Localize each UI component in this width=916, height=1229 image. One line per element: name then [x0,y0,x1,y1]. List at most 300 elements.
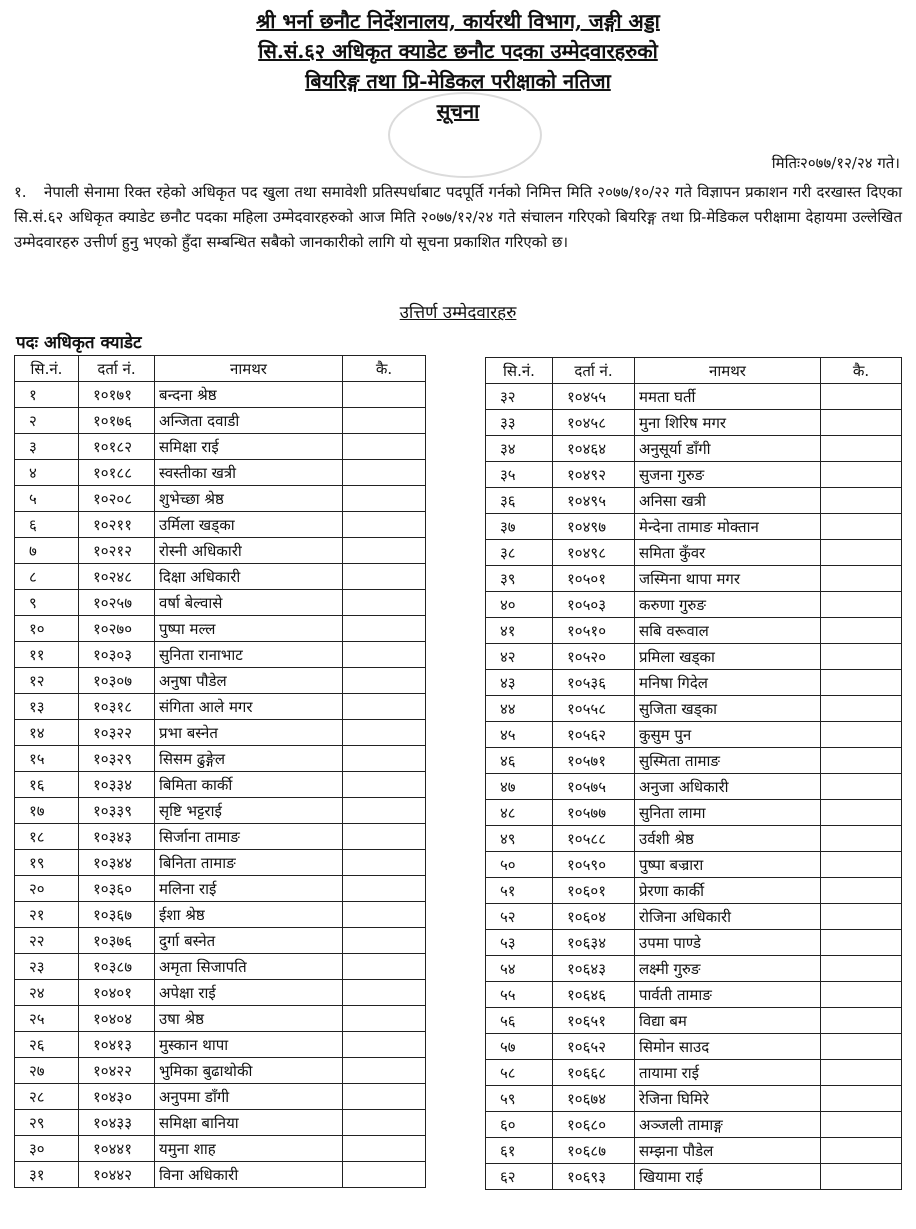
table-row [486,696,902,722]
table-row [15,1058,426,1084]
cell-name: ईशा श्रेष्ठ [155,902,343,928]
cell-name: खियामा राई [635,1164,821,1190]
table-body-left [15,382,426,1188]
cell-remarks [821,774,902,800]
cell-serial: ५६ [486,1008,553,1034]
table-row [15,616,426,642]
table-row [486,462,902,488]
cell-serial: ५९ [486,1086,553,1112]
cell-reg-no: १०४५५ [553,384,635,410]
cell-name: तायामा राई [635,1060,821,1086]
cell-name: अञ्जली तामाङ्ग [635,1112,821,1138]
cell-serial: ४४ [486,696,553,722]
table-row [15,928,426,954]
cell-serial: ३१ [15,1162,79,1188]
cell-reg-no: १०६५१ [553,1008,635,1034]
cell-serial: १० [15,616,79,642]
table-row [15,642,426,668]
table-row [15,1136,426,1162]
cell-serial: २६ [15,1032,79,1058]
cell-name: अमृता सिजापति [155,954,343,980]
cell-name: सिर्जाना तामाङ [155,824,343,850]
cell-remarks [343,616,426,642]
cell-serial: २७ [15,1058,79,1084]
table-row [15,564,426,590]
table-row [15,1032,426,1058]
cell-serial: ९ [15,590,79,616]
table-row [15,876,426,902]
table-row [486,618,902,644]
col-header-remarks: कै. [343,356,426,382]
cell-remarks [343,954,426,980]
table-row [15,694,426,720]
cell-name: दुर्गा बस्नेत [155,928,343,954]
table-row [486,852,902,878]
cell-name: करुणा गुरुङ [635,592,821,618]
cell-name: सृष्टि भट्टराई [155,798,343,824]
cell-remarks [821,410,902,436]
cell-reg-no: १०६३४ [553,930,635,956]
cell-reg-no: १०४१३ [79,1032,155,1058]
cell-name: अनुसूर्या डाँगी [635,436,821,462]
table-row [15,1110,426,1136]
cell-remarks [821,488,902,514]
cell-reg-no: १०४९८ [553,540,635,566]
table-header-row [15,356,426,382]
cell-remarks [821,930,902,956]
notice-title: सूचना [436,99,480,123]
cell-serial: ४७ [486,774,553,800]
cell-reg-no: १०४४१ [79,1136,155,1162]
cell-serial: ५२ [486,904,553,930]
cell-reg-no: १०५१० [553,618,635,644]
cell-remarks [343,1136,426,1162]
table-row [15,798,426,824]
cell-remarks [343,564,426,590]
table-row [15,486,426,512]
cell-reg-no: १०३३४ [79,772,155,798]
cell-reg-no: १०३२२ [79,720,155,746]
cell-reg-no: १०३२९ [79,746,155,772]
cell-remarks [821,1008,902,1034]
table-row [486,566,902,592]
cell-reg-no: १०६४६ [553,982,635,1008]
cell-remarks [821,540,902,566]
cell-remarks [821,592,902,618]
cell-serial: ३४ [486,436,553,462]
cell-reg-no: १०६४३ [553,956,635,982]
cell-reg-no: १०५०३ [553,592,635,618]
cell-reg-no: १०३१८ [79,694,155,720]
cell-remarks [343,668,426,694]
cell-name: समिता कुँवर [635,540,821,566]
cell-serial: ३८ [486,540,553,566]
cell-reg-no: १०४०४ [79,1006,155,1032]
cell-reg-no: १०१७१ [79,382,155,408]
cell-reg-no: १०३०३ [79,642,155,668]
cell-serial: २ [15,408,79,434]
cell-serial: २५ [15,1006,79,1032]
cell-reg-no: १०४९५ [553,488,635,514]
cell-name: सुजिता खड्का [635,696,821,722]
table-row [486,982,902,1008]
table-row [486,1112,902,1138]
cell-serial: ५३ [486,930,553,956]
table-row [486,826,902,852]
cell-name: अन्जिता दवाडी [155,408,343,434]
cell-serial: २३ [15,954,79,980]
cell-remarks [343,772,426,798]
cell-name: सिसम ढुङ्गेल [155,746,343,772]
cell-reg-no: १०६७४ [553,1086,635,1112]
cell-reg-no: १०१८८ [79,460,155,486]
office-seal [388,92,542,178]
cell-reg-no: १०५२० [553,644,635,670]
table-row [15,772,426,798]
col-header-remarks: कै. [821,358,902,384]
table-row [486,1164,902,1190]
cell-serial: २० [15,876,79,902]
table-row [15,1006,426,1032]
cell-remarks [821,436,902,462]
paragraph-text: नेपाली सेनामा रिक्त रहेको अधिकृत पद खुला तथा समावेशी प्रतिस्पर्धाबाट पदपूर्ति गर्नको निमित्त मिति २०७७/१०/२२ गते विज्ञापन प्रकाशन गरी दरखास्त दिएका सि.सं.६२ अधिकृत क्याडेट छनौट पदका महिला उम्मेदवारहरुको आज मिति २०७७/१२/२४ गते संचालन गरिएको बियरिङ्ग तथा प्रि-मेडिकल परीक्षामा देहायमा उल्लेखित उम्मेदवारहरु उत्तीर्ण हुनु भएको हुँदा सम्बन्धित सबैको जानकारीको लागि यो सूचना प्रकाशित गरिएको छ। [14,183,902,251]
cell-reg-no: १०४५८ [553,410,635,436]
cell-remarks [343,382,426,408]
cell-name: जस्मिना थापा मगर [635,566,821,592]
cell-reg-no: १०६९३ [553,1164,635,1190]
cell-name: अनिसा खत्री [635,488,821,514]
table-row [486,1034,902,1060]
header-line-1: श्री भर्ना छनौट निर्देशनालय, कार्यरथी विभाग, जङ्गी अड्डा [256,9,660,33]
cell-serial: १६ [15,772,79,798]
cell-reg-no: १०६६८ [553,1060,635,1086]
cell-serial: ४१ [486,618,553,644]
table-row [486,956,902,982]
cell-name: सम्झना पौडेल [635,1138,821,1164]
cell-serial: १५ [15,746,79,772]
cell-reg-no: १०४९२ [553,462,635,488]
cell-reg-no: १०३७६ [79,928,155,954]
cell-name: अनुजा अधिकारी [635,774,821,800]
cell-remarks [343,486,426,512]
cell-remarks [821,722,902,748]
cell-reg-no: १०५६२ [553,722,635,748]
table-row [15,460,426,486]
cell-remarks [821,748,902,774]
cell-remarks [343,980,426,1006]
cell-name: प्रभा बस्नेत [155,720,343,746]
cell-reg-no: १०४६४ [553,436,635,462]
table-row [486,540,902,566]
cell-remarks [343,408,426,434]
cell-serial: ४ [15,460,79,486]
cell-remarks [343,1110,426,1136]
cell-serial: ४९ [486,826,553,852]
cell-serial: ६१ [486,1138,553,1164]
col-header-name: नामथर [635,358,821,384]
table-row [486,722,902,748]
cell-remarks [821,1034,902,1060]
cell-serial: ५५ [486,982,553,1008]
cell-name: समिक्षा राई [155,434,343,460]
cell-name: कुसुम पुन [635,722,821,748]
cell-serial: ३३ [486,410,553,436]
cell-name: अपेक्षा राई [155,980,343,1006]
cell-remarks [821,1112,902,1138]
cell-remarks [821,670,902,696]
cell-reg-no: १०३३९ [79,798,155,824]
cell-serial: २४ [15,980,79,1006]
cell-serial: ४६ [486,748,553,774]
cell-serial: ५१ [486,878,553,904]
cell-reg-no: १०५७१ [553,748,635,774]
cell-reg-no: १०१८२ [79,434,155,460]
cell-name: यमुना शाह [155,1136,343,1162]
cell-reg-no: १०५८८ [553,826,635,852]
cell-remarks [343,850,426,876]
cell-reg-no: १०५५८ [553,696,635,722]
cell-name: सिमोन साउद [635,1034,821,1060]
cell-serial: २९ [15,1110,79,1136]
cell-reg-no: १०६०१ [553,878,635,904]
cell-remarks [821,618,902,644]
cell-name: सबि वरूवाल [635,618,821,644]
cell-remarks [343,876,426,902]
cell-serial: ४२ [486,644,553,670]
cell-reg-no: १०२१२ [79,538,155,564]
cell-name: सुनिता रानाभाट [155,642,343,668]
cell-remarks [343,746,426,772]
cell-serial: २१ [15,902,79,928]
table-row [486,1008,902,1034]
cell-reg-no: १०३४३ [79,824,155,850]
cell-remarks [343,1006,426,1032]
table-row [486,410,902,436]
cell-reg-no: १०२७० [79,616,155,642]
table-row [486,644,902,670]
cell-remarks [343,1058,426,1084]
table-row [15,954,426,980]
cell-serial: ४८ [486,800,553,826]
table-row [486,800,902,826]
cell-name: बिनिता तामाङ [155,850,343,876]
cell-serial: १८ [15,824,79,850]
notice-paragraph [14,180,902,255]
cell-remarks [821,904,902,930]
cell-reg-no: १०४४२ [79,1162,155,1188]
cell-name: प्रेरणा कार्की [635,878,821,904]
cell-remarks [343,512,426,538]
table-row [486,878,902,904]
cell-reg-no: १०५७७ [553,800,635,826]
cell-serial: २२ [15,928,79,954]
cell-reg-no: १०६८७ [553,1138,635,1164]
cell-reg-no: १०३८७ [79,954,155,980]
cell-reg-no: १०४९७ [553,514,635,540]
col-header-serial: सि.नं. [15,356,79,382]
cell-reg-no: १०६०४ [553,904,635,930]
cell-name: विना अधिकारी [155,1162,343,1188]
cell-name: मलिना राई [155,876,343,902]
cell-remarks [821,566,902,592]
cell-reg-no: १०४०१ [79,980,155,1006]
cell-serial: ३५ [486,462,553,488]
cell-serial: ११ [15,642,79,668]
cell-name: मुस्कान थापा [155,1032,343,1058]
table-row [486,904,902,930]
position-label: पदः अधिकृत क्याडेट [16,333,142,353]
cell-name: लक्ष्मी गुरुङ [635,956,821,982]
table-row [486,1086,902,1112]
cell-name: शुभेच्छा श्रेष्ठ [155,486,343,512]
table-row [15,590,426,616]
cell-name: बिमिता कार्की [155,772,343,798]
cell-serial: ४५ [486,722,553,748]
cell-name: उर्मिला खड्का [155,512,343,538]
cell-serial: २८ [15,1084,79,1110]
cell-serial: ३६ [486,488,553,514]
paragraph-number: १. [14,183,27,201]
cell-reg-no: १०२११ [79,512,155,538]
table-row [486,488,902,514]
cell-name: स्वस्तीका खत्री [155,460,343,486]
cell-remarks [821,384,902,410]
cell-reg-no: १०३०७ [79,668,155,694]
cell-reg-no: १०५०१ [553,566,635,592]
col-header-serial: सि.नं. [486,358,553,384]
table-row [15,720,426,746]
table-row [486,436,902,462]
cell-name: उर्वशी श्रेष्ठ [635,826,821,852]
table-row [486,774,902,800]
col-header-name: नामथर [155,356,343,382]
table-row [15,746,426,772]
cell-remarks [821,514,902,540]
cell-serial: ५ [15,486,79,512]
cell-serial: ४० [486,592,553,618]
cell-remarks [821,1138,902,1164]
table-row [486,748,902,774]
cell-remarks [821,696,902,722]
cell-serial: १३ [15,694,79,720]
cell-remarks [821,1060,902,1086]
cell-remarks [343,902,426,928]
cell-serial: १४ [15,720,79,746]
table-row [15,538,426,564]
cell-remarks [821,826,902,852]
cell-remarks [343,1162,426,1188]
cell-serial: ५४ [486,956,553,982]
cell-name: विद्या बम [635,1008,821,1034]
cell-name: सुनिता लामा [635,800,821,826]
table-row [15,382,426,408]
cell-reg-no: १०३६७ [79,902,155,928]
cell-name: रोजिना अधिकारी [635,904,821,930]
cell-name: उषा श्रेष्ठ [155,1006,343,1032]
cell-serial: १७ [15,798,79,824]
table-row [486,670,902,696]
cell-reg-no: १०६५२ [553,1034,635,1060]
cell-remarks [343,642,426,668]
cell-name: मनिषा गिदेल [635,670,821,696]
cell-reg-no: १०४३० [79,1084,155,1110]
cell-serial: १२ [15,668,79,694]
table-row [15,1162,426,1188]
cell-serial: ६२ [486,1164,553,1190]
cell-name: मुना शिरिष मगर [635,410,821,436]
cell-name: वर्षा बेल्वासे [155,590,343,616]
table-row [486,592,902,618]
col-header-reg-no: दर्ता नं. [79,356,155,382]
cell-serial: ३७ [486,514,553,540]
table-row [15,408,426,434]
cell-remarks [343,590,426,616]
cell-name: दिक्षा अधिकारी [155,564,343,590]
cell-remarks [343,694,426,720]
cell-serial: ६० [486,1112,553,1138]
notice-date: मितिः२०७७/१२/२४ गते। [771,154,900,172]
cell-remarks [821,852,902,878]
cell-remarks [821,462,902,488]
cell-remarks [343,460,426,486]
cell-remarks [821,956,902,982]
cell-reg-no: १०५९० [553,852,635,878]
cell-serial: ३२ [486,384,553,410]
results-table-left [14,355,426,1188]
cell-serial: ४३ [486,670,553,696]
col-header-reg-no: दर्ता नं. [553,358,635,384]
cell-serial: ३० [15,1136,79,1162]
cell-name: उपमा पाण्डे [635,930,821,956]
table-row [486,384,902,410]
cell-name: पार्वती तामाङ [635,982,821,1008]
cell-serial: ५७ [486,1034,553,1060]
cell-serial: ३९ [486,566,553,592]
cell-serial: ६ [15,512,79,538]
cell-serial: १९ [15,850,79,876]
cell-reg-no: १०२४८ [79,564,155,590]
cell-name: रेजिना घिमिरे [635,1086,821,1112]
cell-reg-no: १०३४४ [79,850,155,876]
cell-name: समिक्षा बानिया [155,1110,343,1136]
cell-name: रोस्नी अधिकारी [155,538,343,564]
cell-remarks [343,1084,426,1110]
cell-name: सुजना गुरुङ [635,462,821,488]
table-row [486,930,902,956]
cell-remarks [343,798,426,824]
cell-remarks [343,434,426,460]
passed-candidates-heading: उत्तिर्ण उम्मेदवारहरु [399,303,517,323]
cell-reg-no: १०१७६ [79,408,155,434]
cell-reg-no: १०५७५ [553,774,635,800]
cell-reg-no: १०५३६ [553,670,635,696]
cell-serial: ३ [15,434,79,460]
cell-reg-no: १०४३३ [79,1110,155,1136]
table-row [486,514,902,540]
table-row [15,668,426,694]
cell-name: प्रमिला खड्का [635,644,821,670]
cell-reg-no: १०६८० [553,1112,635,1138]
cell-name: सुस्मिता तामाङ [635,748,821,774]
cell-remarks [343,538,426,564]
table-row [15,902,426,928]
cell-remarks [821,644,902,670]
cell-remarks [343,824,426,850]
cell-remarks [343,1032,426,1058]
table-row [15,512,426,538]
cell-reg-no: १०३६० [79,876,155,902]
cell-name: संगिता आले मगर [155,694,343,720]
